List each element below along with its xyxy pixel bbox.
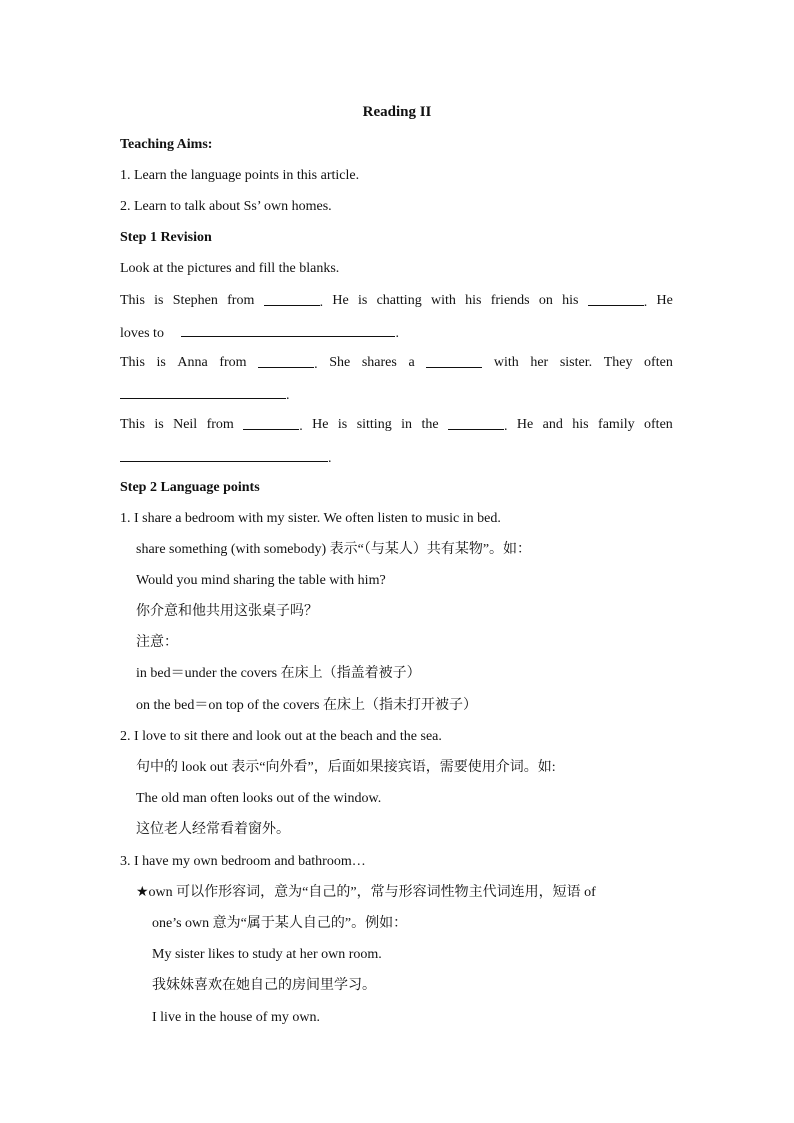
word: his bbox=[562, 293, 579, 308]
word: This bbox=[120, 355, 145, 370]
fill-blank[interactable] bbox=[120, 448, 328, 462]
fill-blank[interactable] bbox=[264, 292, 320, 306]
word: with bbox=[430, 293, 456, 308]
word: He bbox=[516, 417, 534, 432]
word: often bbox=[644, 417, 673, 432]
word: is bbox=[156, 355, 166, 370]
line-end: . bbox=[328, 451, 332, 466]
point1-sentence: 1. I share a bedroom with my sister. We often listen to music in bed. bbox=[120, 511, 501, 526]
step1-heading: Step 1 Revision bbox=[120, 230, 212, 245]
word: from bbox=[219, 355, 247, 370]
fill-blank[interactable] bbox=[426, 354, 482, 368]
word: . bbox=[299, 419, 303, 434]
word: the bbox=[421, 417, 439, 432]
word: Anna bbox=[177, 355, 208, 370]
word: and bbox=[542, 417, 563, 432]
word: is bbox=[337, 417, 348, 432]
step2-heading: Step 2 Language points bbox=[120, 480, 260, 495]
word: with bbox=[493, 355, 519, 370]
point1-example-cn: 你介意和他共用这张桌子吗？ bbox=[136, 604, 318, 619]
point1-note-label: 注意： bbox=[136, 635, 178, 650]
line-end: . bbox=[395, 326, 399, 341]
step1-instruction: Look at the pictures and fill the blanks. bbox=[120, 261, 340, 276]
aims-heading: Teaching Aims: bbox=[120, 137, 213, 152]
word: . bbox=[319, 295, 324, 310]
word: on bbox=[538, 293, 553, 308]
word: is bbox=[154, 417, 164, 432]
point3-example1-en: My sister likes to study at her own room. bbox=[152, 947, 382, 962]
aim-item: 2. Learn to talk about Ss’ own homes. bbox=[120, 199, 332, 214]
point1-example-en: Would you mind sharing the table with him? bbox=[136, 573, 386, 588]
word: He bbox=[332, 293, 349, 308]
anna-line-1 bbox=[120, 354, 673, 374]
word: chatting bbox=[376, 293, 422, 308]
fill-blank[interactable] bbox=[448, 416, 504, 430]
point3-example2-en: I live in the house of my own. bbox=[152, 1010, 320, 1025]
word: friends bbox=[490, 293, 530, 308]
word: This bbox=[120, 417, 145, 432]
line-end: . bbox=[286, 388, 290, 403]
word: . bbox=[643, 295, 648, 310]
word: . bbox=[503, 419, 508, 434]
word: is bbox=[154, 293, 164, 308]
word: in bbox=[401, 417, 413, 432]
word: sister. bbox=[559, 355, 593, 370]
point1-note-1: in bed＝under the covers 在床上（指盖着被子） bbox=[136, 666, 421, 681]
word: often bbox=[644, 355, 673, 370]
word: her bbox=[530, 355, 549, 370]
point3-explain-line-2: one’s own 意为“属于某人自己的”。例如： bbox=[152, 916, 408, 931]
line-start: loves to bbox=[120, 326, 164, 341]
word: shares bbox=[361, 355, 397, 370]
fill-blank[interactable] bbox=[181, 323, 395, 337]
word: He bbox=[312, 417, 329, 432]
fill-blank[interactable] bbox=[243, 416, 299, 430]
word: Neil bbox=[173, 417, 198, 432]
point1-explain: share something (with somebody) 表示“（与某人）共有某物”。如： bbox=[136, 542, 532, 557]
point3-sentence: 3. I have my own bedroom and bathroom… bbox=[120, 854, 366, 869]
word: from bbox=[227, 293, 255, 308]
word: He bbox=[656, 293, 673, 308]
neil-line-2 bbox=[120, 448, 332, 468]
word: his bbox=[465, 293, 482, 308]
word: This bbox=[120, 293, 145, 308]
word: . bbox=[314, 357, 318, 372]
aim-item: 1. Learn the language points in this article. bbox=[120, 168, 360, 183]
word: his bbox=[572, 417, 589, 432]
point2-example-en: The old man often looks out of the window. bbox=[136, 791, 382, 806]
point2-explain: 句中的 look out 表示“向外看”，后面如果接宾语，需要使用介词。如: bbox=[136, 760, 556, 775]
word: is bbox=[357, 293, 368, 308]
word: They bbox=[603, 355, 633, 370]
word: sitting bbox=[356, 417, 392, 432]
word: a bbox=[408, 355, 415, 370]
point2-example-cn: 这位老人经常看着窗外。 bbox=[136, 822, 290, 837]
point3-example1-cn: 我妹妹喜欢在她自己的房间里学习。 bbox=[152, 978, 376, 993]
word: family bbox=[598, 417, 635, 432]
anna-line-2 bbox=[120, 385, 290, 405]
stephen-line-2 bbox=[120, 323, 399, 343]
word: Stephen bbox=[172, 293, 218, 308]
word: from bbox=[206, 417, 234, 432]
point1-note-2: on the bed＝on top of the covers 在床上（指未打开被子） bbox=[136, 698, 478, 713]
fill-blank[interactable] bbox=[120, 385, 286, 399]
stephen-line-1 bbox=[120, 292, 673, 312]
fill-blank[interactable] bbox=[588, 292, 644, 306]
point2-sentence: 2. I love to sit there and look out at the beach and the sea. bbox=[120, 729, 442, 744]
neil-line-1 bbox=[120, 416, 673, 436]
word: She bbox=[329, 355, 351, 370]
point3-explain-line-1: ★own 可以作形容词，意为“自己的”，常与形容词性物主代词连用，短语 of bbox=[136, 885, 596, 900]
page-title: Reading II bbox=[362, 104, 432, 120]
fill-blank[interactable] bbox=[258, 354, 314, 368]
